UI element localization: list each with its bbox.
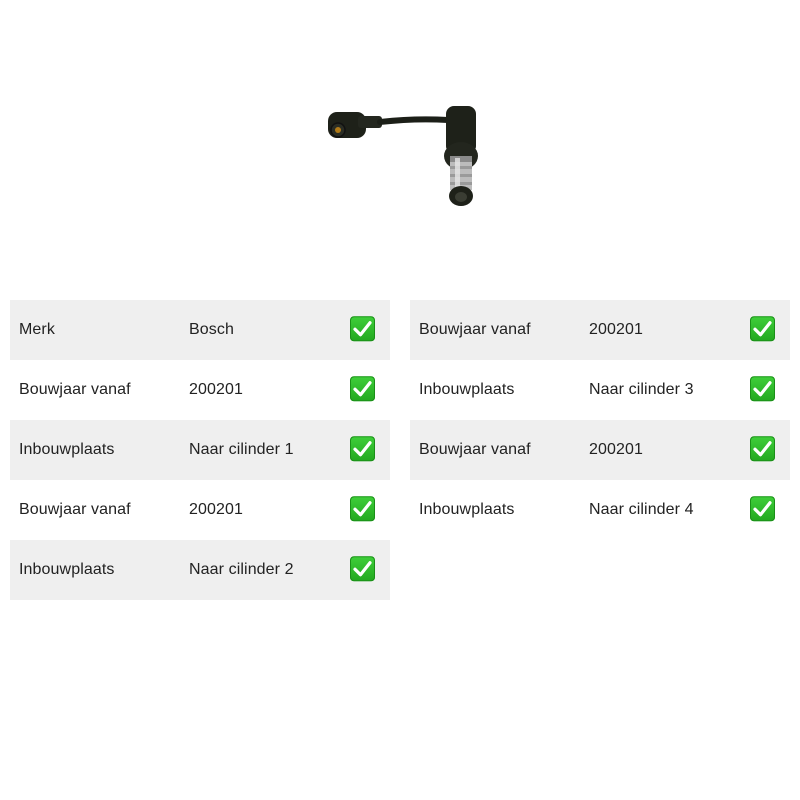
spec-value: Naar cilinder 1 — [189, 441, 294, 458]
spec-table-left — [10, 300, 390, 600]
spec-label: Bouwjaar vanaf — [419, 321, 531, 338]
spec-label: Inbouwplaats — [419, 501, 515, 518]
spec-row — [10, 360, 390, 420]
check-icon — [350, 496, 375, 521]
spec-label: Inbouwplaats — [19, 561, 115, 578]
spec-row — [410, 360, 790, 420]
spec-value: 200201 — [589, 321, 643, 338]
check-icon — [350, 556, 375, 581]
check-icon — [750, 496, 775, 521]
spec-row — [410, 420, 790, 480]
spec-value: 200201 — [189, 381, 243, 398]
check-icon — [750, 436, 775, 461]
check-icon — [750, 376, 775, 401]
spec-value: 200201 — [589, 441, 643, 458]
spec-row — [10, 480, 390, 540]
check-icon — [750, 316, 775, 341]
check-icon — [350, 316, 375, 341]
spec-row — [10, 540, 390, 600]
spec-row — [10, 300, 390, 360]
spec-label: Bouwjaar vanaf — [19, 501, 131, 518]
ignition-cable-icon — [320, 98, 485, 213]
spec-label: Inbouwplaats — [19, 441, 115, 458]
spec-value: Naar cilinder 4 — [589, 501, 694, 518]
spec-label: Inbouwplaats — [419, 381, 515, 398]
spec-value: Naar cilinder 2 — [189, 561, 294, 578]
spec-row — [410, 480, 790, 540]
product-image — [320, 98, 485, 213]
spec-table-right — [410, 300, 790, 540]
check-icon — [350, 436, 375, 461]
spec-row — [410, 300, 790, 360]
spec-label: Merk — [19, 321, 55, 338]
spec-label: Bouwjaar vanaf — [19, 381, 131, 398]
spec-value: Naar cilinder 3 — [589, 381, 694, 398]
spec-row — [10, 420, 390, 480]
spec-value: 200201 — [189, 501, 243, 518]
spec-label: Bouwjaar vanaf — [419, 441, 531, 458]
spec-value: Bosch — [189, 321, 234, 338]
check-icon — [350, 376, 375, 401]
